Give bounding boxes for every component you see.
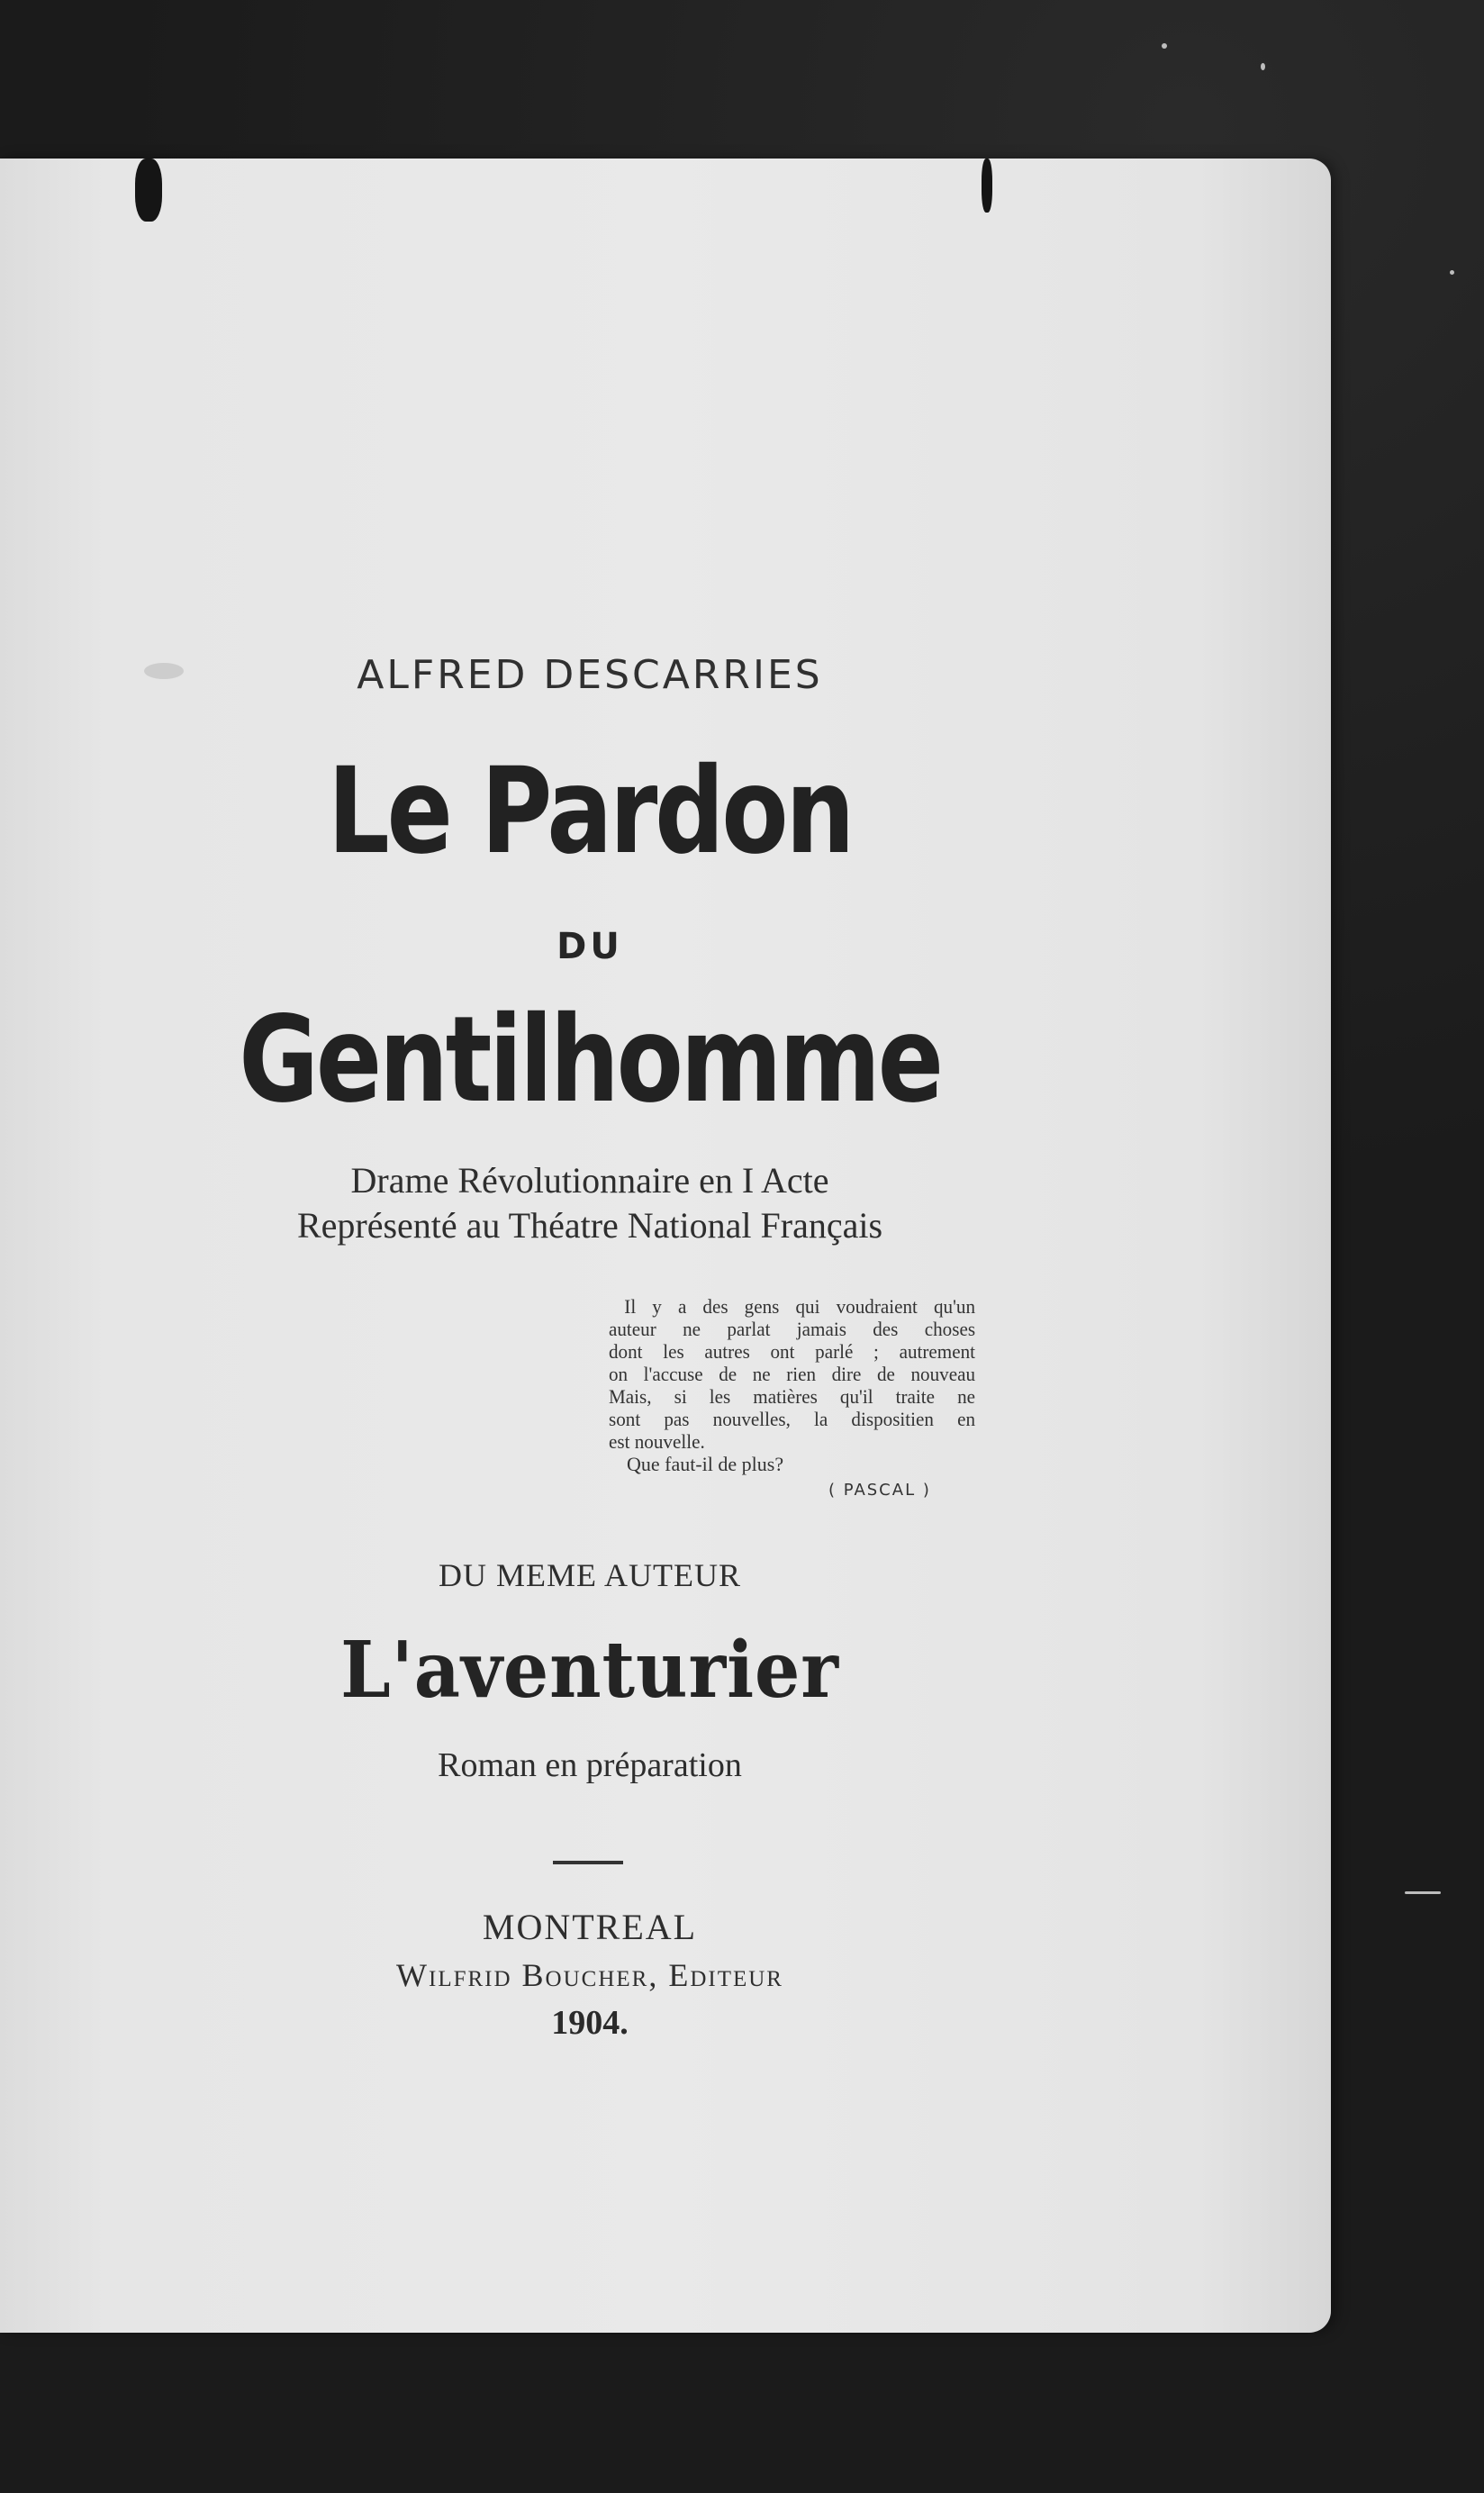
epigraph-line: on l'accuse de ne rien dire de nouveau <box>609 1363 976 1385</box>
epigraph-line: auteur ne parlat jamais des choses <box>609 1318 976 1340</box>
publication-city: MONTREAL <box>482 1907 698 1947</box>
epigraph-line: est nouvelle. <box>609 1430 705 1453</box>
dust-speck <box>1405 1891 1441 1894</box>
play-description <box>0 1158 1180 1248</box>
page-tear-mark <box>982 159 992 213</box>
book-title-line-1: Le Pardon <box>327 742 853 881</box>
author-name: ALFRED DESCARRIES <box>357 652 823 698</box>
epigraph-source: ( PASCAL ) <box>828 1481 931 1500</box>
book-title-line-2: Gentilhomme <box>239 991 941 1129</box>
title-page-sheet <box>0 159 1331 2333</box>
book-title-connector: DU <box>556 926 623 967</box>
epigraph-quote <box>609 1295 975 1453</box>
divider-rule <box>553 1861 623 1864</box>
other-work-status: Roman en préparation <box>438 1746 742 1784</box>
epigraph-line: dont les autres ont parlé ; autrement <box>609 1340 976 1363</box>
other-work-title: L'aventurier <box>340 1625 839 1716</box>
same-author-heading: DU MEME AUTEUR <box>439 1557 741 1593</box>
publication-year: 1904. <box>551 2004 629 2042</box>
play-description-line: Représenté au Théatre National Français <box>296 1205 883 1246</box>
play-description-line: Drame Révolutionnaire en I Acte <box>350 1160 829 1201</box>
dust-speck <box>1162 43 1167 49</box>
epigraph-final-line: Que faut-il de plus? <box>627 1453 784 1475</box>
epigraph-line: Mais, si les matières qu'il traite ne <box>609 1385 976 1408</box>
page-tear-mark <box>135 159 162 222</box>
publisher-name: Wilfrid Boucher, Editeur <box>396 1957 783 1993</box>
dust-speck <box>1261 63 1265 70</box>
epigraph-line: sont pas nouvelles, la dispositien en <box>609 1408 976 1430</box>
epigraph-line: Il y a des gens qui voudraient qu'un <box>624 1295 976 1318</box>
dust-speck <box>1450 270 1454 275</box>
